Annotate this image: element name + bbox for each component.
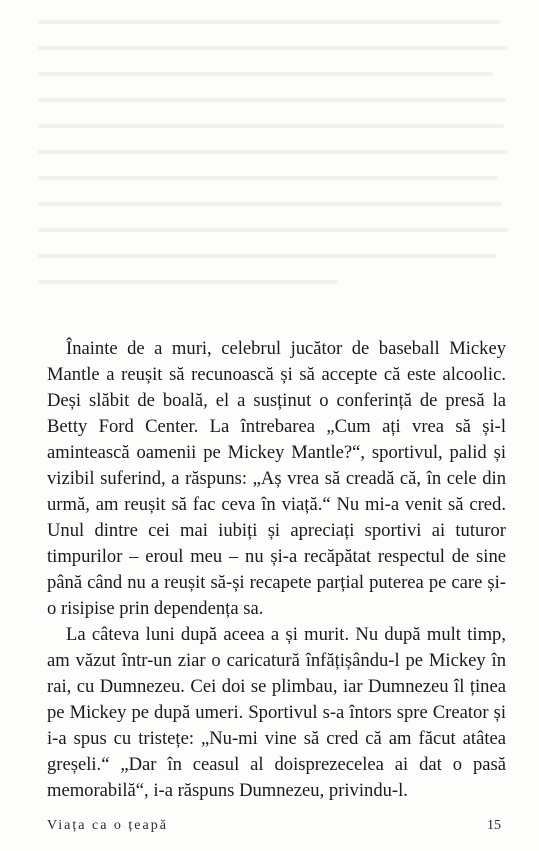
ghost-line xyxy=(38,150,508,154)
show-through-text xyxy=(38,0,508,300)
ghost-line xyxy=(38,176,498,180)
page-number: 15 xyxy=(487,818,501,833)
ghost-line xyxy=(38,72,493,76)
ghost-line xyxy=(38,202,502,206)
ghost-line xyxy=(38,46,508,50)
paragraph: La câteva luni după aceea a și murit. Nu după mult timp, am văzut într-un ziar o caricatură înfățișându-l pe Mickey în rai, cu Dumnezeu. Cei doi se plimbau, iar Dumnezeu îl ținea pe Mickey pe după umeri. Sportivul s-a întors spre Creator și i-a spus cu tristețe: „Nu-mi vine să cred că am făcut atâtea greșeli.“ „Dar în ceasul al doisprezecelea ai dat o pasă memorabilă“, i-a răspuns Dumnezeu, privindu-l. xyxy=(47,624,506,801)
ghost-line xyxy=(38,124,504,128)
ghost-line xyxy=(38,280,338,284)
ghost-line xyxy=(38,254,496,258)
ghost-line xyxy=(38,98,506,102)
running-title: Viața ca o țeapă xyxy=(47,818,168,833)
body-text xyxy=(47,336,506,804)
page-footer xyxy=(47,818,501,842)
ghost-line xyxy=(38,228,508,232)
paragraph: Înainte de a muri, celebrul jucător de baseball Mickey Mantle a reușit să recunoască și să accepte că este alcoolic. Deși slăbit de boală, el a susținut o conferință de presă la Betty Ford Center. La întrebarea „Cum ați vrea să și-l amintească oamenii pe Mickey Mantle?“, sportivul, palid și vizibil suferind, a răspuns: „Aș vrea să creadă că, în cele din urmă, am reușit să fac ceva în viață.“ Nu mi-a venit să cred. Unul dintre cei mai iubiți și apreciați sportivi ai tuturor timpurilor – eroul meu – nu și-a recăpătat respectul de sine până când nu a reușit să-și recapete parțial puterea pe care și-o risipise prin dependența sa. xyxy=(47,338,506,619)
ghost-line xyxy=(38,20,500,24)
